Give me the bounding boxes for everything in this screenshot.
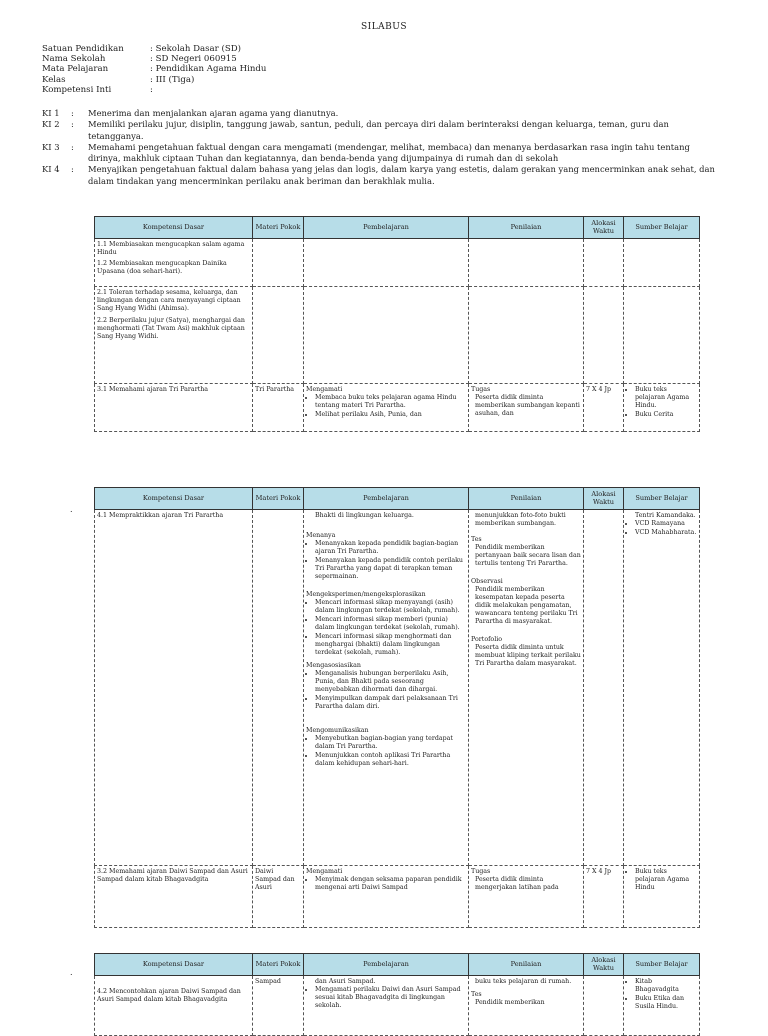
syllabus-table-1 <box>94 216 700 432</box>
kd-cell: 3.1 Memahami ajaran Tri Parartha <box>95 384 253 432</box>
kd-cell: 4.1 Mempraktikkan ajaran Tri Parartha <box>95 510 253 866</box>
section-heading: Menanya <box>306 532 336 539</box>
source-list <box>626 520 697 537</box>
ki-text: Menyajikan pengetahuan faktual dalam bahasa yang jelas dan logis, dalam karya yang estetis, dalam gerakan yang mencerminkan anak sehat, dan dalam tindakan yang mencerminkan perilaku anak beriman dan berakhlak mulia. <box>88 164 715 186</box>
list-item: • Mengamati perilaku Daiwi dan Asuri Sampad sesuai kitab Bhagavadgita di lingkungan sekolah. <box>315 986 466 1010</box>
pembelajaran-cell <box>304 510 469 866</box>
meta-value: : <box>150 84 153 95</box>
pembelajaran-cell <box>304 239 469 287</box>
meta-label: Mata Pelajaran <box>42 64 109 75</box>
penilaian-cell <box>469 287 584 384</box>
kd-item: 1.2 Membiasakan mengucapkan Dainika Upasana (doa sehari-hari). <box>97 260 227 275</box>
activity-list <box>306 735 466 768</box>
section-heading: Portofolio <box>471 636 503 643</box>
col-header-sumber: Sumber Belajar <box>624 217 700 239</box>
section-heading: Tugas <box>471 386 491 393</box>
pembelajaran-cell <box>304 866 469 928</box>
ki-text: Memiliki perilaku jujur, disiplin, tanggung jawab, santun, peduli, dan percaya diri dalam berinteraksi dengan keluarga, teman, guru dan tetangganya. <box>88 119 669 141</box>
syllabus-table-2 <box>94 487 700 928</box>
table-header-row <box>95 217 700 239</box>
table-row <box>95 510 700 866</box>
penilaian-cell <box>469 510 584 866</box>
kd-item: 2.2 Berperilaku jujur (Satya), menghargai dan menghormati (Tat Twam Asi) makhluk ciptaan Sang Hyang Widhi. <box>97 317 245 340</box>
col-header-materi: Materi Pokok <box>253 954 304 976</box>
meta-label: Satuan Pendidikan <box>42 44 124 54</box>
kd-item: 4.2 Mencontohkan ajaran Daiwi Sampad dan Asuri Sampad dalam kitab Bhagavadgita <box>97 988 241 1003</box>
source-list <box>626 978 697 1011</box>
penilaian-cell <box>469 239 584 287</box>
waktu-cell: 7 X 4 Jp <box>584 384 624 432</box>
waktu-cell <box>584 287 624 384</box>
col-header-kompetensi: Kompetensi Dasar <box>95 488 253 510</box>
activity-list <box>306 599 466 657</box>
table-header-row <box>95 488 700 510</box>
ki-code: KI 3 <box>42 141 60 152</box>
ki-code: KI 1 <box>42 108 60 118</box>
col-header-kompetensi: Kompetensi Dasar <box>95 954 253 976</box>
section-heading: Tes <box>471 991 482 998</box>
activity-list <box>306 986 466 1010</box>
table-row <box>95 976 700 1036</box>
list-item: • Buku Etika dan Susila Hindu. <box>635 995 697 1011</box>
materi-cell: Sampad <box>253 976 304 1036</box>
meta-label: Kompetensi Inti <box>42 84 112 95</box>
waktu-cell: 7 X 4 Jp <box>584 866 624 928</box>
materi-cell: Tri Parartha <box>253 384 304 432</box>
activity-list <box>306 670 466 711</box>
list-item: • Menyimpulkan dampak dari pelaksanaan Tri Parartha dalam diri. <box>315 695 466 711</box>
col-header-pembelajaran: Pembelajaran <box>304 217 469 239</box>
pembelajaran-cell <box>304 384 469 432</box>
waktu-cell <box>584 239 624 287</box>
meta-row <box>42 85 266 95</box>
penilaian-cell <box>469 866 584 928</box>
penilaian-cell <box>469 976 584 1036</box>
col-header-pembelajaran: Pembelajaran <box>304 488 469 510</box>
meta-row <box>42 75 266 85</box>
source-list <box>626 868 697 892</box>
table-row <box>95 866 700 928</box>
activity-list <box>306 876 466 892</box>
kd-cell: 3.2 Memahami ajaran Daiwi Sampad dan Asuri Sampad dalam kitab Bhagavadgita <box>95 866 253 928</box>
section-heading: Observasi <box>471 578 503 585</box>
list-item: • Mencari informasi sikap menyayangi (asih) dalam lingkungan terdekat (sekolah, rumah). <box>315 599 466 615</box>
waktu-cell <box>584 510 624 866</box>
meta-value: : SD Negeri 060915 <box>150 54 237 65</box>
page-mark: . <box>70 505 73 514</box>
kd-cell <box>95 287 253 384</box>
ki-text: Memahami pengetahuan faktual dengan cara mengamati (mendengar, melihat, membaca) dan menanya berdasarkan rasa ingin tahu tentang dirinya, makhluk ciptaan Tuhan dan kegiatannya, dan benda-benda yang dijumpainya di rumah dan di sekolah <box>88 141 690 164</box>
kd-item: 2.1 Toleran terhadap sesama, keluarga, dan lingkungan dengan cara menyayangi ciptaan Sang Hyang Widhi (Ahimsa). <box>97 289 241 312</box>
source-text: Tentri Kamandaka. <box>635 512 696 519</box>
assessment-text: Pendidik memberikan pertanyaan baik secara lisan dan tertulis tenteng Tri Parartha. <box>475 544 581 567</box>
section-heading: Mengamati <box>306 868 343 875</box>
table-row <box>95 239 700 287</box>
section-heading: Mengomunikasikan <box>306 727 369 734</box>
activity-list <box>306 394 466 419</box>
document-title: SILABUS <box>360 22 408 32</box>
materi-cell <box>253 239 304 287</box>
meta-row <box>42 64 266 74</box>
list-item: • Menganalisis hubungan berperilaku Asih, Punia, dan Bhakti pada seseorang menyebabkan dihormati dan dihargai. <box>315 670 466 694</box>
list-item: • Mencari informasi sikap menghormati dan menghargai (bhakti) dalam lingkungan terdekat (sekolah, rumah). <box>315 633 466 657</box>
ki-row <box>42 108 722 119</box>
ki-colon: : <box>71 108 74 118</box>
list-item: • Buku teks pelajaran Agama Hindu <box>635 868 697 892</box>
meta-value: : Pendidikan Agama Hindu <box>150 64 267 75</box>
col-header-alokasi: Alokasi Waktu <box>584 954 624 976</box>
kd-item: 1.1 Membiasakan mengucapkan salam agama Hindu <box>97 241 245 256</box>
sumber-cell <box>624 976 700 1036</box>
ki-colon: : <box>71 141 74 152</box>
assessment-text: Peserta didik diminta mengerjakan latihan pada <box>475 876 559 891</box>
section-heading: Mengeksperimen/mengeksplorasikan <box>306 591 426 598</box>
ki-colon: : <box>71 164 74 175</box>
ki-colon: : <box>71 119 74 130</box>
penilaian-cell <box>469 384 584 432</box>
list-item: • Menyebutkan bagian-bagian yang terdapat dalam Tri Parartha. <box>315 735 466 751</box>
col-header-alokasi: Alokasi Waktu <box>584 217 624 239</box>
meta-row <box>42 44 266 54</box>
ki-row <box>42 164 722 187</box>
list-item: • Menanyakan kepada pendidik contoh perilaku Tri Parartha yang dapat di terapkan teman sepermainan. <box>315 557 466 581</box>
assessment-text: buku teks pelajaran di rumah. <box>475 978 572 985</box>
section-heading: Mengamati <box>306 386 343 393</box>
section-heading: Mengasosiasikan <box>306 662 361 669</box>
activity-list <box>306 540 466 581</box>
meta-label: Nama Sekolah <box>42 54 106 65</box>
col-header-penilaian: Penilaian <box>469 954 584 976</box>
assessment-text: Pendidik memberikan <box>475 999 545 1006</box>
ki-code: KI 2 <box>42 119 60 130</box>
list-item: • Buku teks pelajaran Agama Hindu. <box>635 386 697 410</box>
assessment-text: Peserta didik diminta untuk membuat kliping terkait perilaku Tri Parartha dalam masyarakat. <box>475 644 581 667</box>
meta-value: : Sekolah Dasar (SD) <box>150 44 241 54</box>
col-header-penilaian: Penilaian <box>469 217 584 239</box>
list-item: • VCD Ramayana <box>635 520 697 528</box>
ki-text: Menerima dan menjalankan ajaran agama yang dianutnya. <box>88 108 339 118</box>
list-item: • VCD Mahabharata. <box>635 529 697 537</box>
materi-cell: Daiwi Sampad dan Asuri <box>253 866 304 928</box>
assessment-text: menunjukkan foto-foto bukti memberikan sumbangan. <box>475 512 566 527</box>
pembelajaran-cell <box>304 976 469 1036</box>
kd-cell <box>95 976 253 1036</box>
ki-row <box>42 119 722 142</box>
sumber-cell <box>624 510 700 866</box>
list-item: • Menyimak dengan seksama paparan pendidik mengenai arti Daiwi Sampad <box>315 876 466 892</box>
sumber-cell <box>624 384 700 432</box>
col-header-materi: Materi Pokok <box>253 488 304 510</box>
col-header-alokasi: Alokasi Waktu <box>584 488 624 510</box>
assessment-text: Peserta didik diminta memberikan sumbangan kepanti asuhan, dan <box>475 394 580 417</box>
waktu-cell <box>584 976 624 1036</box>
col-header-sumber: Sumber Belajar <box>624 488 700 510</box>
col-header-pembelajaran: Pembelajaran <box>304 954 469 976</box>
section-heading: Tes <box>471 536 482 543</box>
list-item: • Mencari informasi sikap memberi (punia) dalam lingkungan terdekat (sekolah, rumah). <box>315 616 466 632</box>
assessment-text: Pendidik memberikan kesempatan kepada peserta didik melakukan pengamatan, wawancara tenteng perilaku Tri Parartha di masyarakat. <box>475 586 578 625</box>
activity-text: Bhakti di lingkungan keluarga. <box>315 512 414 519</box>
list-item: • Menunjukkan contoh aplikasi Tri Parartha dalam kehidupan sehari-hari. <box>315 752 466 768</box>
materi-cell <box>253 510 304 866</box>
table-header-row <box>95 954 700 976</box>
source-list <box>626 386 697 419</box>
list-item: • Membaca buku teks pelajaran agama Hindu tentang materi Tri Parartha. <box>315 394 466 410</box>
identity-block <box>42 44 266 95</box>
meta-row <box>42 54 266 64</box>
kd-cell <box>95 239 253 287</box>
col-header-materi: Materi Pokok <box>253 217 304 239</box>
col-header-penilaian: Penilaian <box>469 488 584 510</box>
sumber-cell <box>624 239 700 287</box>
section-heading: Tugas <box>471 868 491 875</box>
col-header-sumber: Sumber Belajar <box>624 954 700 976</box>
list-item: • Buku Cerita <box>635 411 697 419</box>
sumber-cell <box>624 866 700 928</box>
table-row <box>95 384 700 432</box>
activity-text: dan Asuri Sampad. <box>315 978 376 985</box>
meta-value: : III (Tiga) <box>150 74 195 85</box>
table-row <box>95 287 700 384</box>
page-mark: . <box>70 968 73 977</box>
col-header-kompetensi: Kompetensi Dasar <box>95 217 253 239</box>
meta-label: Kelas <box>42 74 66 85</box>
list-item: • Kitab Bhagavadgita <box>635 978 697 994</box>
materi-cell <box>253 287 304 384</box>
core-competencies <box>42 108 722 187</box>
ki-row <box>42 142 722 165</box>
list-item: • Melihat perilaku Asih, Punia, dan <box>315 411 466 419</box>
sumber-cell <box>624 287 700 384</box>
pembelajaran-cell <box>304 287 469 384</box>
list-item: • Menanyakan kepada pendidik bagian-bagian ajaran Tri Parartha. <box>315 540 466 556</box>
ki-code: KI 4 <box>42 164 60 175</box>
